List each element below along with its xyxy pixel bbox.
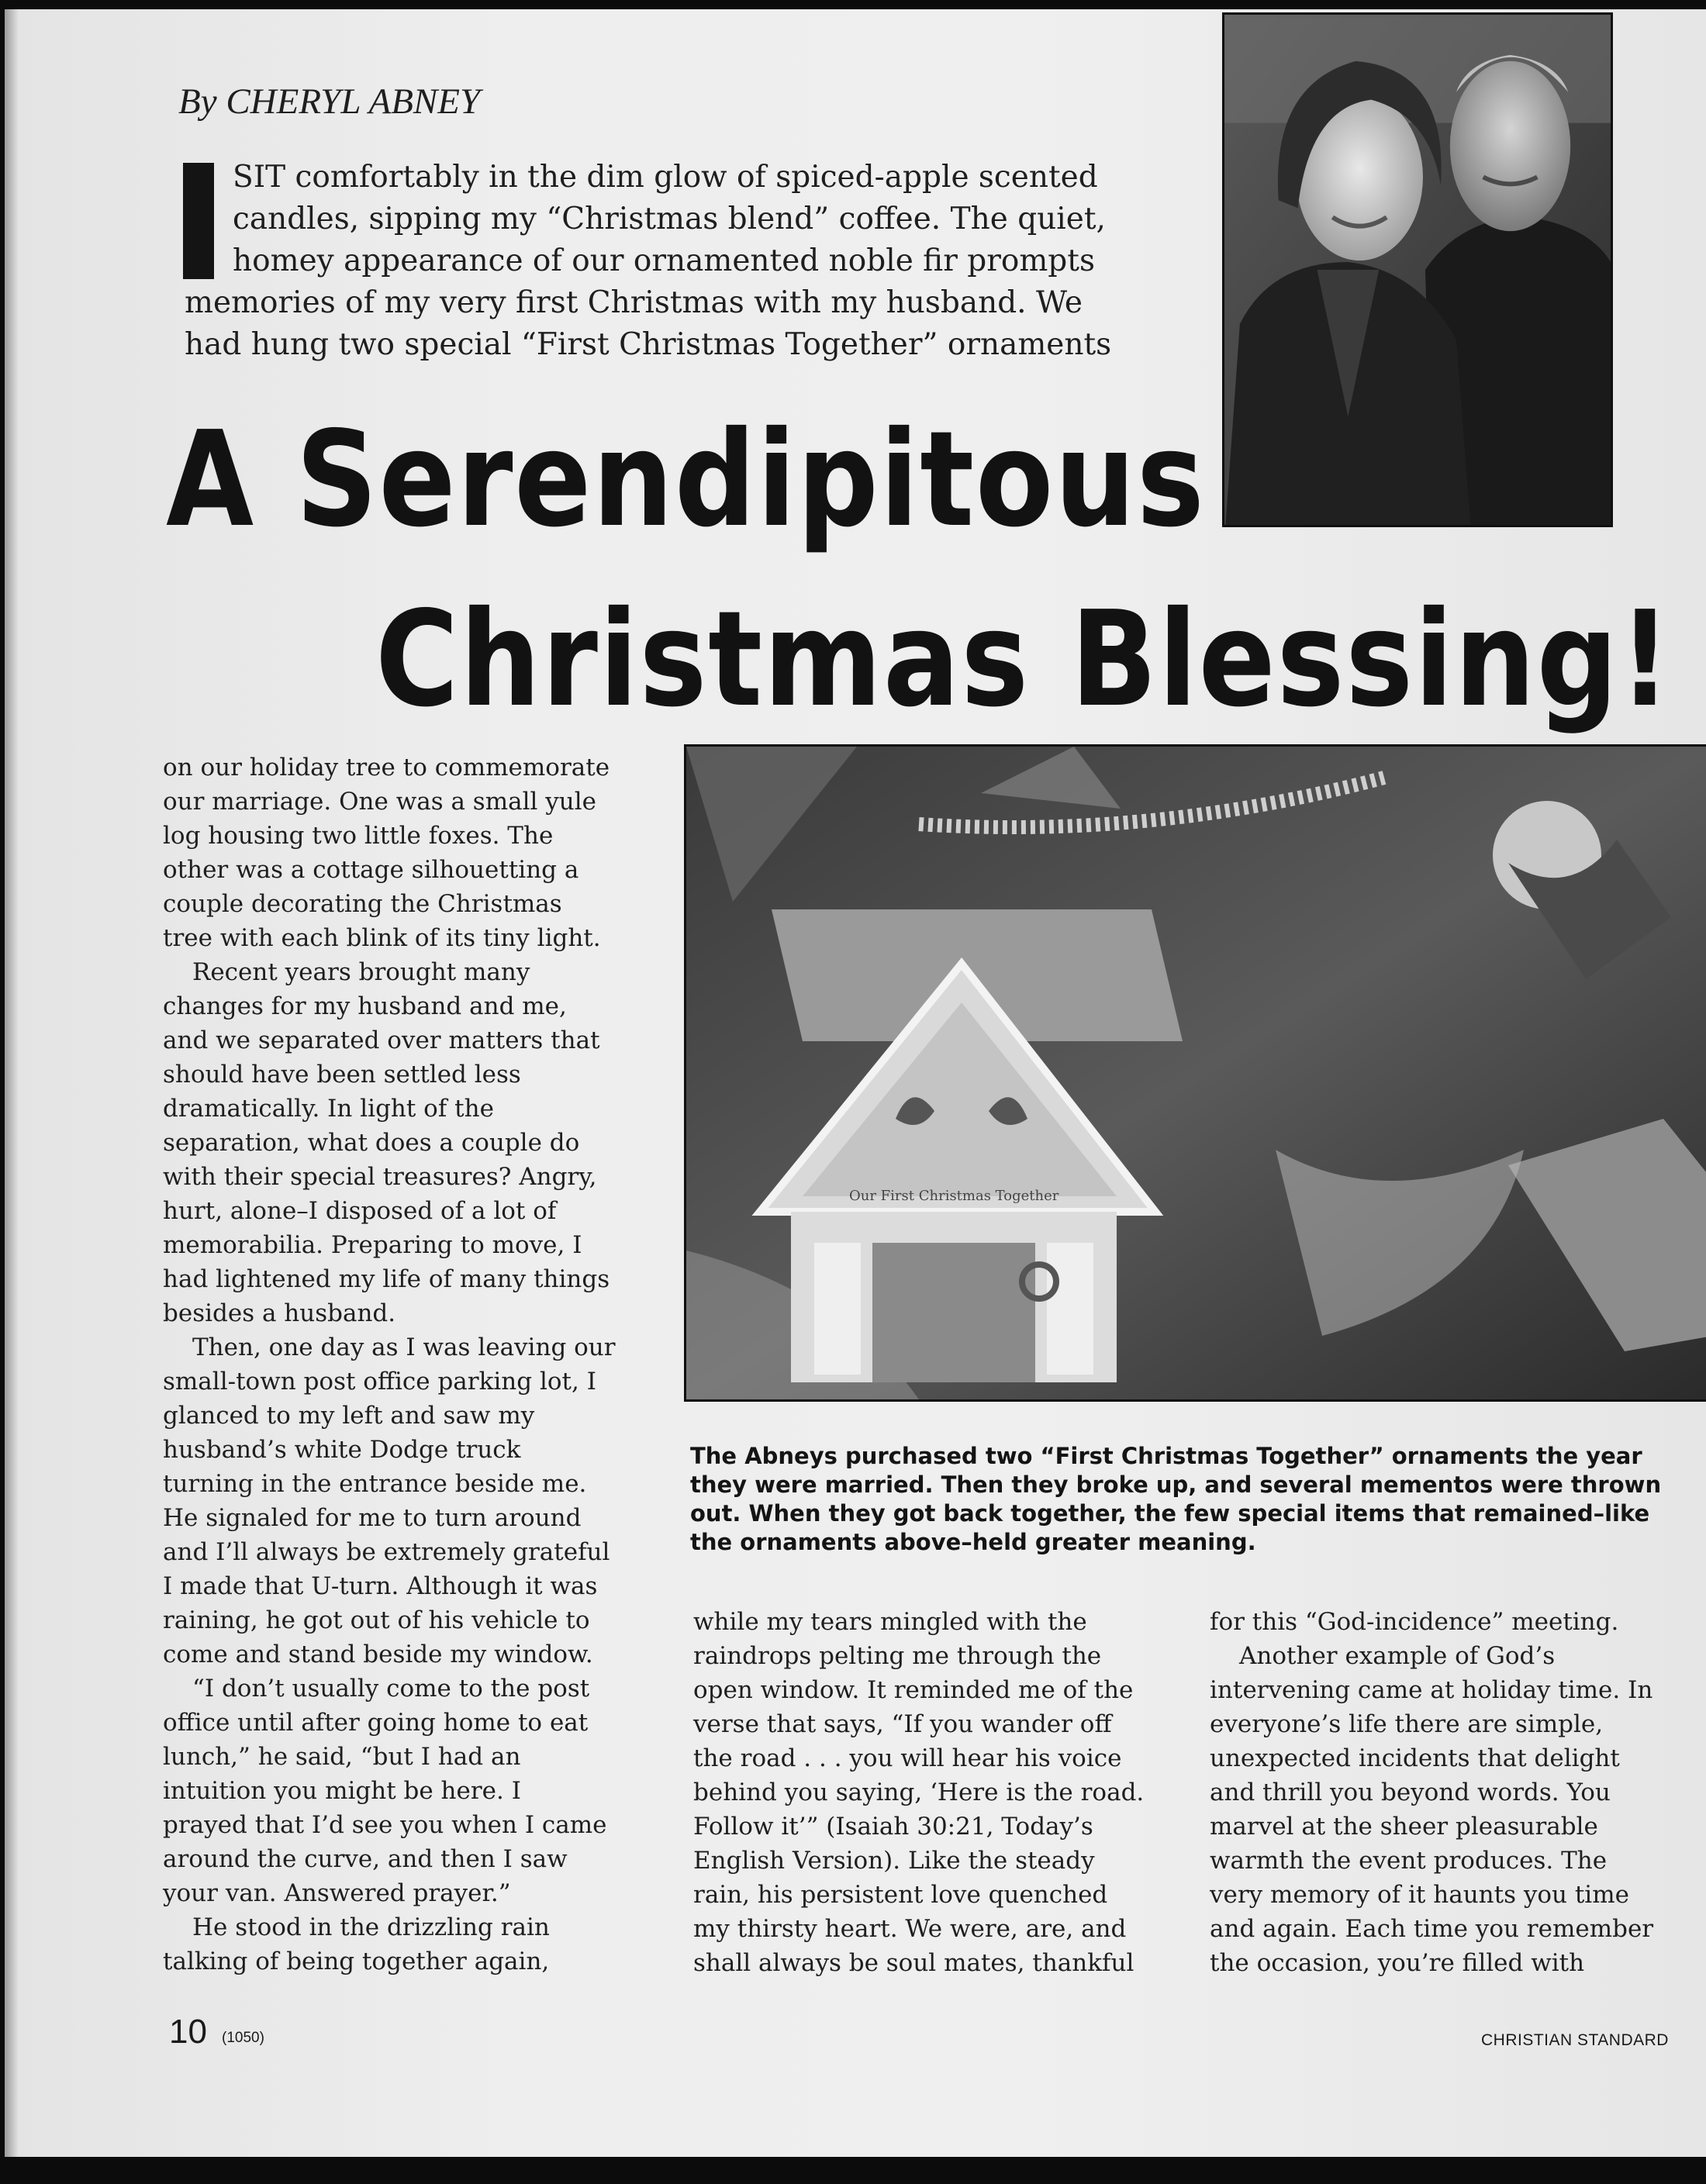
body-column-1 <box>163 750 644 1979</box>
text-line: unexpected incidents that delight <box>1210 1744 1620 1772</box>
body-column-2 <box>693 1605 1174 1980</box>
text-line: the occasion, you’re filled with <box>1210 1949 1585 1977</box>
text-line: very memory of it haunts you time <box>1210 1881 1629 1909</box>
text-line: lunch,” he said, “but I had an <box>163 1743 521 1771</box>
intro-line: candles, sipping my “Christmas blend” coffee. The quiet, <box>233 202 1106 236</box>
text-line: He stood in the drizzling rain <box>192 1913 550 1941</box>
text-line: warmth the event produces. The <box>1210 1847 1608 1875</box>
intro-line: memories of my very first Christmas with my husband. We <box>185 285 1083 320</box>
couple-photo <box>1222 12 1613 527</box>
text-line: tree with each blink of its tiny light. <box>163 924 601 952</box>
text-line: around the curve, and then I saw <box>163 1845 568 1873</box>
text-line: husband’s white Dodge truck <box>163 1436 521 1464</box>
text-line: memorabilia. Preparing to move, I <box>163 1231 582 1259</box>
caption-line: the ornaments above–held greater meaning. <box>690 1529 1256 1555</box>
text-line: office until after going home to eat <box>163 1709 589 1737</box>
text-line: should have been settled less <box>163 1061 521 1089</box>
text-line: come and stand beside my window. <box>163 1641 593 1668</box>
text-line: prayed that I’d see you when I came <box>163 1811 607 1839</box>
text-line: behind you saying, ‘Here is the road. <box>693 1779 1145 1806</box>
text-line: besides a husband. <box>163 1299 396 1327</box>
text-line: everyone’s life there are simple, <box>1210 1710 1604 1738</box>
ornament-photo <box>684 744 1706 1402</box>
page-number-sub: (1050) <box>222 2030 264 2046</box>
text-line: glanced to my left and saw my <box>163 1402 535 1430</box>
text-line: intervening came at holiday time. In <box>1210 1676 1653 1704</box>
text-line: dramatically. In light of the <box>163 1095 494 1123</box>
text-line: marvel at the sheer pleasurable <box>1210 1813 1598 1841</box>
text-line: our marriage. One was a small yule <box>163 788 597 816</box>
page-edge-shadow <box>5 9 19 2157</box>
text-line: talking of being together again, <box>163 1948 550 1975</box>
intro-line: homey appearance of our ornamented noble fir prompts <box>233 243 1095 278</box>
headline-line-1: A Serendipitous <box>166 403 1206 557</box>
text-line: had lightened my life of many things <box>163 1265 610 1293</box>
text-line: couple decorating the Christmas <box>163 890 562 918</box>
text-line: rain, his persistent love quenched <box>693 1881 1108 1909</box>
text-line: verse that says, “If you wander off <box>693 1710 1112 1738</box>
text-line: Another example of God’s <box>1239 1642 1556 1670</box>
text-line: English Version). Like the steady <box>693 1847 1095 1875</box>
ornament-inscription: Our First Christmas Together <box>849 1188 1059 1204</box>
intro-line: had hung two special “First Christmas Together” ornaments <box>185 327 1112 362</box>
text-line: separation, what does a couple do <box>163 1129 580 1157</box>
photo-caption <box>690 1442 1706 1557</box>
caption-line: The Abneys purchased two “First Christmas Together” ornaments the year <box>690 1443 1642 1469</box>
text-line: open window. It reminded me of the <box>693 1676 1134 1704</box>
text-line: turning in the entrance beside me. <box>163 1470 587 1498</box>
text-line: and we separated over matters that <box>163 1026 600 1054</box>
text-line: and again. Each time you remember <box>1210 1915 1654 1943</box>
text-line: intuition you might be here. I <box>163 1777 521 1805</box>
text-line: shall always be soul mates, thankful <box>693 1949 1134 1977</box>
text-line: log housing two little foxes. The <box>163 822 554 850</box>
text-line: He signaled for me to turn around <box>163 1504 582 1532</box>
page-number: 10 <box>169 2013 207 2051</box>
text-line: your van. Answered prayer.” <box>163 1879 511 1907</box>
text-line: small-town post office parking lot, I <box>163 1368 596 1396</box>
text-line: changes for my husband and me, <box>163 992 567 1020</box>
text-line: my thirsty heart. We were, are, and <box>693 1915 1127 1943</box>
text-line: the road . . . you will hear his voice <box>693 1744 1122 1772</box>
text-line: raindrops pelting me through the <box>693 1642 1102 1670</box>
text-line: on our holiday tree to commemorate <box>163 754 610 781</box>
text-line: while my tears mingled with the <box>693 1608 1087 1636</box>
text-line: for this “God-incidence” meeting. <box>1210 1608 1619 1636</box>
text-line: and thrill you beyond words. You <box>1210 1779 1611 1806</box>
publication-name: CHRISTIAN STANDARD <box>1481 2031 1669 2049</box>
text-line: with their special treasures? Angry, <box>163 1163 597 1191</box>
text-line: raining, he got out of his vehicle to <box>163 1606 590 1634</box>
body-column-3 <box>1210 1605 1690 1980</box>
text-line: Follow it’” (Isaiah 30:21, Today’s <box>693 1813 1093 1841</box>
text-line: and I’ll always be extremely grateful <box>163 1538 610 1566</box>
text-line: “I don’t usually come to the post <box>192 1675 590 1703</box>
text-line: hurt, alone–I disposed of a lot of <box>163 1197 557 1225</box>
text-line: Recent years brought many <box>192 958 530 986</box>
headline-line-2: Christmas Blessing! <box>375 583 1673 737</box>
caption-line: out. When they got back together, the few special items that remained–like <box>690 1500 1650 1527</box>
text-line: I made that U-turn. Although it was <box>163 1572 598 1600</box>
magazine-page <box>5 9 1706 2157</box>
intro-paragraph <box>185 157 1193 366</box>
byline: By CHERYL ABNEY <box>178 81 481 122</box>
intro-line: SIT comfortably in the dim glow of spiced-apple scented <box>233 160 1098 195</box>
caption-line: they were married. Then they broke up, and several mementos were thrown <box>690 1472 1662 1498</box>
text-line: Then, one day as I was leaving our <box>192 1334 616 1361</box>
text-line: other was a cottage silhouetting a <box>163 856 579 884</box>
